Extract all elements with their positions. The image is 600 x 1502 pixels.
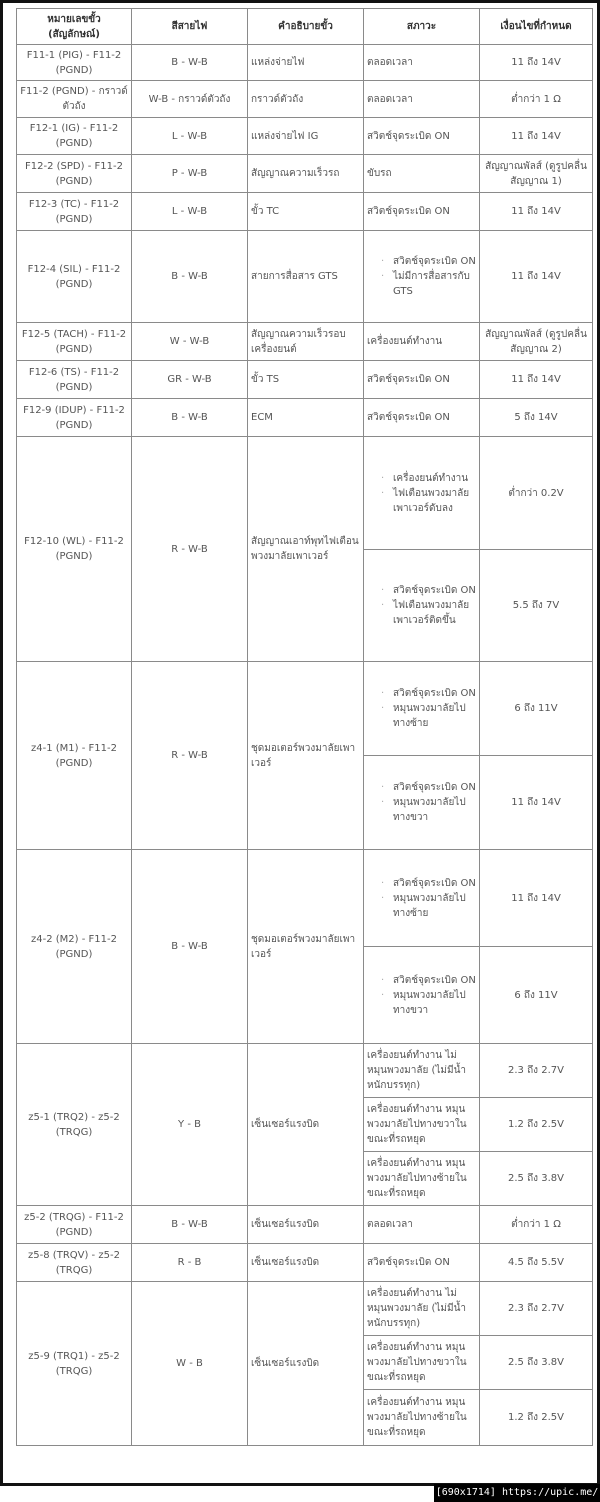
specified-condition-cell: ต่ำกว่า 1 Ω [480,81,593,118]
condition-cell [364,437,480,550]
description-cell: ชุดมอเตอร์พวงมาลัยเพาเวอร์ [248,662,364,850]
header-description: คำอธิบายขั้ว [248,9,364,45]
specified-condition-cell: 11 ถึง 14V [480,118,593,155]
condition-cell: เครื่องยนต์ทำงาน หมุนพวงมาลัยไปทางซ้ายในขณะที่รถหยุด [364,1152,480,1206]
condition-list-item: · หมุนพวงมาลัยไปทางซ้าย [393,701,476,731]
specified-condition-cell: 6 ถึง 11V [480,662,593,756]
condition-cell: ขับรถ [364,155,480,193]
condition-list-item: · เครื่องยนต์ทำงาน [393,471,476,486]
condition-list [367,254,476,299]
terminal-cell: F12-3 (TC) - F11-2 (PGND) [17,193,132,231]
description-cell: ECM [248,399,364,437]
condition-list-item: · สวิตช์จุดระเบิด ON [393,583,476,598]
wire-color-cell: P - W-B [132,155,248,193]
terminal-cell: z5-2 (TRQG) - F11-2 (PGND) [17,1206,132,1244]
table-row [17,231,593,323]
description-cell: แหล่งจ่ายไฟ [248,45,364,81]
condition-list [367,471,476,516]
description-cell: สัญญาณความเร็วรอบเครื่องยนต์ [248,323,364,361]
condition-list-item: · สวิตช์จุดระเบิด ON [393,780,476,795]
condition-list-item: · ไม่มีการสื่อสารกับ GTS [393,269,476,299]
terminal-cell: z5-9 (TRQ1) - z5-2 (TRQG) [17,1282,132,1446]
terminal-cell: z5-1 (TRQ2) - z5-2 (TRQG) [17,1044,132,1206]
description-cell: สัญญาณเอาท์พุทไฟเตือนพวงมาลัยเพาเวอร์ [248,437,364,662]
wire-color-cell: L - W-B [132,118,248,155]
specified-condition-cell: 11 ถึง 14V [480,231,593,323]
terminal-cell: F12-2 (SPD) - F11-2 (PGND) [17,155,132,193]
wire-color-cell: L - W-B [132,193,248,231]
condition-list [367,973,476,1018]
terminal-cell: F11-1 (PIG) - F11-2 (PGND) [17,45,132,81]
specified-condition-cell: 2.3 ถึง 2.7V [480,1044,593,1098]
wire-color-cell: B - W-B [132,850,248,1044]
table-row [17,361,593,399]
condition-cell: สวิตช์จุดระเบิด ON [364,1244,480,1282]
header-specified-condition: เงื่อนไขที่กำหนด [480,9,593,45]
condition-cell: เครื่องยนต์ทำงาน ไม่หมุนพวงมาลัย (ไม่มีน้ำหนักบรรทุก) [364,1044,480,1098]
condition-cell [364,947,480,1044]
specified-condition-cell: สัญญาณพัลส์ (ดูรูปคลื่นสัญญาณ 1) [480,155,593,193]
specified-condition-cell: 1.2 ถึง 2.5V [480,1098,593,1152]
table-row [17,662,593,756]
header-condition: สภาวะ [364,9,480,45]
terminal-cell: F12-10 (WL) - F11-2 (PGND) [17,437,132,662]
specified-condition-cell: สัญญาณพัลส์ (ดูรูปคลื่นสัญญาณ 2) [480,323,593,361]
description-cell: ขั้ว TS [248,361,364,399]
terminal-cell: F12-6 (TS) - F11-2 (PGND) [17,361,132,399]
specified-condition-cell: 6 ถึง 11V [480,947,593,1044]
terminal-cell: F12-9 (IDUP) - F11-2 (PGND) [17,399,132,437]
table-row [17,399,593,437]
specified-condition-cell: ต่ำกว่า 0.2V [480,437,593,550]
condition-cell [364,662,480,756]
specified-condition-cell: 2.3 ถึง 2.7V [480,1282,593,1336]
specified-condition-cell: 2.5 ถึง 3.8V [480,1152,593,1206]
specified-condition-cell: 5 ถึง 14V [480,399,593,437]
table-row [17,118,593,155]
specified-condition-cell: 2.5 ถึง 3.8V [480,1336,593,1390]
table-row [17,437,593,550]
condition-cell [364,231,480,323]
wire-color-cell: B - W-B [132,1206,248,1244]
condition-cell: สวิตช์จุดระเบิด ON [364,399,480,437]
terminal-cell: F11-2 (PGND) - กราวด์ตัวถัง [17,81,132,118]
wire-color-cell: W - B [132,1282,248,1446]
table-row [17,45,593,81]
table-row [17,1206,593,1244]
description-cell: เซ็นเซอร์แรงบิด [248,1244,364,1282]
description-cell: เซ็นเซอร์แรงบิด [248,1044,364,1206]
wire-color-cell: B - W-B [132,45,248,81]
condition-list-item: · ไฟเตือนพวงมาลัยเพาเวอร์ดับลง [393,486,476,516]
condition-cell: เครื่องยนต์ทำงาน หมุนพวงมาลัยไปทางขวาในขณะที่รถหยุด [364,1336,480,1390]
specified-condition-cell: 11 ถึง 14V [480,45,593,81]
description-cell: เซ็นเซอร์แรงบิด [248,1282,364,1446]
wire-color-cell: R - W-B [132,437,248,662]
condition-list-item: · หมุนพวงมาลัยไปทางขวา [393,988,476,1018]
description-cell: กราวด์ตัวถัง [248,81,364,118]
image-host-footer: [690x1714] https://upic.me/ [434,1484,600,1502]
condition-cell: ตลอดเวลา [364,1206,480,1244]
terminal-cell: F12-1 (IG) - F11-2 (PGND) [17,118,132,155]
table-body [17,45,593,1446]
specified-condition-cell: 11 ถึง 14V [480,850,593,947]
terminal-cell: F12-5 (TACH) - F11-2 (PGND) [17,323,132,361]
wire-color-cell: R - W-B [132,662,248,850]
header-terminal: หมายเลขขั้ว (สัญลักษณ์) [17,9,132,45]
wire-color-cell: B - W-B [132,231,248,323]
condition-cell: สวิตช์จุดระเบิด ON [364,118,480,155]
condition-cell: เครื่องยนต์ทำงาน ไม่หมุนพวงมาลัย (ไม่มีน้ำหนักบรรทุก) [364,1282,480,1336]
table-row [17,1044,593,1098]
condition-list [367,686,476,731]
condition-list [367,780,476,825]
wire-color-cell: R - B [132,1244,248,1282]
specified-condition-cell: 5.5 ถึง 7V [480,550,593,662]
description-cell: แหล่งจ่ายไฟ IG [248,118,364,155]
description-cell: เซ็นเซอร์แรงบิด [248,1206,364,1244]
specified-condition-cell: 11 ถึง 14V [480,193,593,231]
specified-condition-cell: 1.2 ถึง 2.5V [480,1390,593,1446]
condition-cell: สวิตช์จุดระเบิด ON [364,193,480,231]
wire-color-cell: GR - W-B [132,361,248,399]
condition-cell [364,850,480,947]
terminal-cell: z4-1 (M1) - F11-2 (PGND) [17,662,132,850]
condition-list-item: · สวิตช์จุดระเบิด ON [393,686,476,701]
condition-list-item: · สวิตช์จุดระเบิด ON [393,254,476,269]
table-row [17,155,593,193]
condition-list-item: · หมุนพวงมาลัยไปทางซ้าย [393,891,476,921]
table-header [17,9,593,45]
specified-condition-cell: 4.5 ถึง 5.5V [480,1244,593,1282]
header-row [17,9,593,45]
condition-list-item: · ไฟเตือนพวงมาลัยเพาเวอร์ติดขึ้น [393,598,476,628]
table-row [17,193,593,231]
condition-list-item: · สวิตช์จุดระเบิด ON [393,973,476,988]
condition-cell [364,550,480,662]
terminal-cell: z4-2 (M2) - F11-2 (PGND) [17,850,132,1044]
condition-cell: เครื่องยนต์ทำงาน หมุนพวงมาลัยไปทางซ้ายในขณะที่รถหยุด [364,1390,480,1446]
table-row [17,81,593,118]
specified-condition-cell: 11 ถึง 14V [480,756,593,850]
terminal-spec-table [16,8,593,1446]
description-cell: สายการสื่อสาร GTS [248,231,364,323]
terminal-cell: F12-4 (SIL) - F11-2 (PGND) [17,231,132,323]
wire-color-cell: W - W-B [132,323,248,361]
header-wire-color: สีสายไฟ [132,9,248,45]
specified-condition-cell: 11 ถึง 14V [480,361,593,399]
table-row [17,323,593,361]
specified-condition-cell: ต่ำกว่า 1 Ω [480,1206,593,1244]
table-row [17,1244,593,1282]
table-row [17,1282,593,1336]
condition-cell: เครื่องยนต์ทำงาน หมุนพวงมาลัยไปทางขวาในขณะที่รถหยุด [364,1098,480,1152]
wire-color-cell: B - W-B [132,399,248,437]
condition-cell: ตลอดเวลา [364,81,480,118]
wire-color-cell: W-B - กราวด์ตัวถัง [132,81,248,118]
condition-list-item: · สวิตช์จุดระเบิด ON [393,876,476,891]
description-cell: ชุดมอเตอร์พวงมาลัยเพาเวอร์ [248,850,364,1044]
condition-cell: สวิตช์จุดระเบิด ON [364,361,480,399]
condition-list [367,876,476,921]
description-cell: สัญญาณความเร็วรถ [248,155,364,193]
condition-list-item: · หมุนพวงมาลัยไปทางขวา [393,795,476,825]
wire-color-cell: Y - B [132,1044,248,1206]
condition-cell [364,756,480,850]
condition-cell: เครื่องยนต์ทำงาน [364,323,480,361]
condition-cell: ตลอดเวลา [364,45,480,81]
table-row [17,850,593,947]
description-cell: ขั้ว TC [248,193,364,231]
condition-list [367,583,476,628]
terminal-cell: z5-8 (TRQV) - z5-2 (TRQG) [17,1244,132,1282]
